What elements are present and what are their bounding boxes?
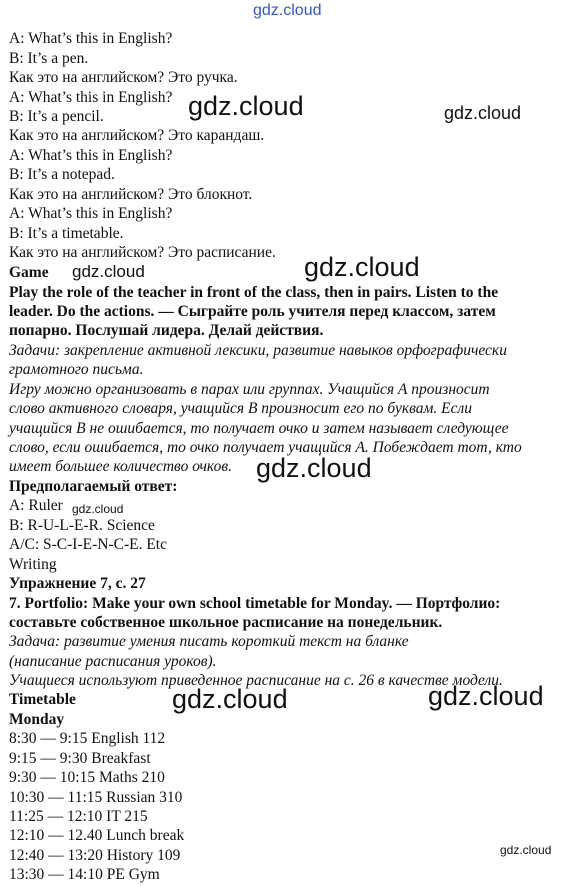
timetable-row: 10:30 — 11:15 Russian 310 [9,789,183,806]
dialogue-line: A: What’s this in English? [9,30,173,47]
dialogue-line: B: It’s a pencil. [9,108,104,125]
task-instruction: составьте собственное школьное расписание на понедельник. [9,614,443,631]
timetable-day: Monday [9,711,65,728]
timetable-row: 9:15 — 9:30 Breakfast [9,750,151,767]
task-instruction: Play the role of the teacher in front of the class, then in pairs. Listen to the [9,284,499,301]
timetable-title: Timetable [9,691,76,708]
dialogue-line: A: What’s this in English? [9,89,173,106]
timetable-row: 8:30 — 9:15 English 112 [9,730,166,747]
task-instruction: попарно. Послушай лидера. Делай действия. [9,322,324,339]
watermark: gdz.cloud [444,103,522,123]
dialogue-line: A: What’s this in English? [9,147,173,164]
dialogue-line: A: What’s this in English? [9,205,173,222]
translation-line: Как это на английском? Это расписание. [9,244,276,261]
watermark: gdz.cloud [500,843,552,857]
game-description: учащийся В не ошибается, то получает очко и затем называет следующее [9,420,509,437]
goals-text: Задачи: закрепление активной лексики, развитие навыков орфографически [9,342,507,359]
timetable-row: 12:40 — 13:20 History 109 [9,847,181,864]
watermark: gdz.cloud [172,684,288,714]
answer-line: A/C: S-C-I-E-N-C-E. Etc [9,536,167,553]
watermark: gdz.cloud [72,262,145,281]
translation-line: Как это на английском? Это ручка. [9,69,238,86]
goals-text: грамотного письма. [9,361,144,378]
watermark: gdz.cloud [428,681,544,711]
expected-answer-heading: Предполагаемый ответ: [9,478,178,495]
timetable-row: 11:25 — 12:10 IT 215 [9,808,148,825]
watermark: gdz.cloud [72,502,124,516]
answer-line: A: Ruler [9,497,63,514]
timetable-row: 12:10 — 12.40 Lunch break [9,827,185,844]
dialogue-line: B: It’s a timetable. [9,225,124,242]
task-instruction: 7. Portfolio: Make your own school timetable for Monday. — Портфолио: [9,595,501,612]
translation-line: Как это на английском? Это блокнот. [9,186,253,203]
watermark: gdz.cloud [188,91,304,121]
game-description: слово активного словаря, учащийся В произносит его по буквам. Если [9,400,472,417]
timetable-row: 13:30 — 14:10 PE Gym [9,866,160,883]
instructions-text: Учащиеся используют приведенное расписание на с. 26 в качестве модели. [9,672,503,689]
game-description: Игру можно организовать в парах или группах. Учащийся А произносит [9,381,490,398]
task-instruction: leader. Do the actions. — Сыграйте роль учителя перед классом, затем [9,303,496,320]
exercise-heading: Упражнение 7, с. 27 [9,575,146,592]
dialogue-line: B: It’s a pen. [9,50,89,67]
watermark: gdz.cloud [304,252,420,282]
watermark-top: gdz.cloud [253,2,322,19]
translation-line: Как это на английском? Это карандаш. [9,127,265,144]
watermark: gdz.cloud [256,453,372,483]
answer-line: B: R-U-L-E-R. Science [9,517,155,534]
goals-text: (написание расписания уроков). [9,653,217,670]
game-description: имеет большее количество очков. [9,458,232,475]
section-heading-writing: Writing [9,556,57,573]
section-heading-game: Game [9,264,49,281]
goals-text: Задача: развитие умения писать короткий текст на бланке [9,633,409,650]
game-description: слово, если ошибается, то очко получает учащийся А. Побеждает тот, кто [9,439,522,456]
dialogue-line: B: It’s a notepad. [9,166,115,183]
timetable-row: 9:30 — 10:15 Maths 210 [9,769,165,786]
